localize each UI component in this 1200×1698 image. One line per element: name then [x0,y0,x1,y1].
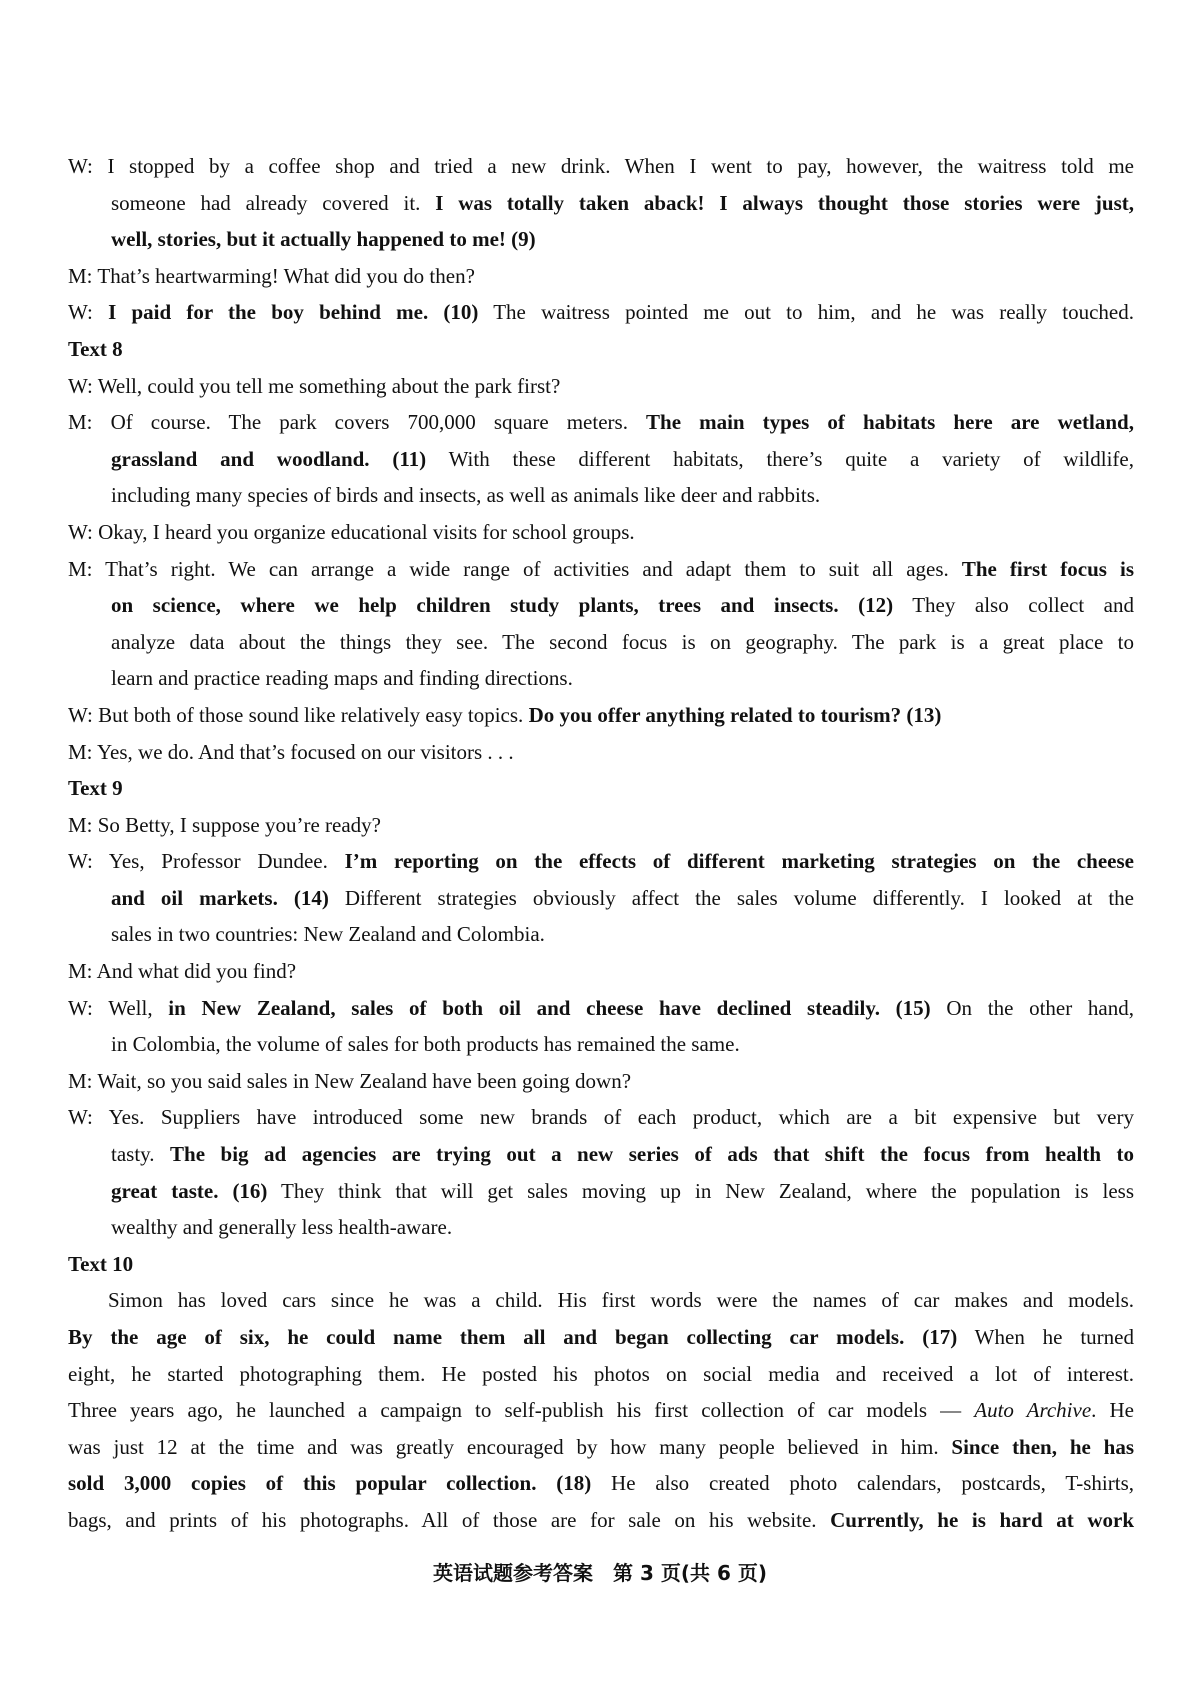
answer-highlight: great taste. (16) [111,1178,268,1203]
text-segment: someone had already covered it. [111,190,436,215]
answer-highlight: and oil markets. (14) [111,885,329,910]
text-segment: W: [68,300,109,325]
answer-highlight: The first focus is [961,556,1134,581]
text-line [68,807,1134,844]
text-line [68,624,1134,661]
text-segment: Three years ago, he launched a campaign to self-publish his first collection of car models — [68,1398,975,1423]
text-line [68,1429,1134,1466]
text-segment: learn and practice reading maps and finding directions. [111,666,573,691]
text-segment: W: Okay, I heard you organize educational visits for school groups. [68,519,635,544]
text-line [68,660,1134,697]
text-segment: M: Wait, so you said sales in New Zealand have been going down? [68,1068,632,1093]
answer-highlight: I was totally taken aback! I always thought those stories were just, [435,190,1134,215]
text-segment: With these different habitats, there’s quite a variety of wildlife, [426,446,1134,471]
answer-highlight: I’m reporting on the effects of different marketing strategies on the cheese [344,849,1135,874]
text-line [68,916,1134,953]
text-line [68,1136,1134,1173]
text-line [68,1282,1134,1319]
text-line [68,477,1134,514]
page-footer: 英语试题参考答案 第 3 页(共 6 页) [433,1561,767,1585]
answer-highlight: The main types of habitats here are wetland, [646,410,1134,435]
section-heading [68,1246,1134,1283]
text-segment: They also collect and [893,593,1134,618]
text-line [68,734,1134,771]
text-segment: M: Yes, we do. And that’s focused on our visitors . . . [68,739,514,764]
text-segment: When he turned [957,1325,1134,1349]
text-line [68,1392,1134,1429]
answer-highlight: well, stories, but it actually happened to me! (9) [111,227,536,252]
text-line [68,258,1134,295]
text-line [68,843,1134,880]
text-line [68,1099,1134,1136]
text-line [68,551,1134,588]
text-segment: Auto Archive [974,1398,1092,1423]
text-segment: On the other hand, [930,995,1134,1020]
text-segment: W: Well, [68,995,169,1020]
text-line [68,185,1134,222]
answer-highlight: By the age of six, he could name them all and began collecting car models. (17) [68,1325,958,1349]
answer-highlight: in New Zealand, sales of both oil and cheese have declined steadily. (15) [168,995,931,1020]
answer-highlight: Text 10 [68,1251,134,1276]
answer-highlight: Since then, he has [951,1434,1134,1459]
answer-highlight: Currently, he is hard at work [830,1507,1135,1532]
text-line [68,441,1134,478]
text-line [68,294,1134,331]
answer-highlight: The big ad agencies are trying out a new series of ads that shift the focus from health to [170,1142,1134,1167]
text-line [68,1465,1134,1502]
answer-highlight: grassland and woodland. (11) [111,446,427,471]
text-segment: was just 12 at the time and was greatly encouraged by how many people believed in him. [68,1434,952,1459]
text-segment: M: And what did you find? [68,959,297,984]
text-segment: including many species of birds and insects, as well as animals like deer and rabbits. [111,483,821,508]
text-segment: The waitress pointed me out to him, and he was really touched. [478,300,1134,325]
text-line [68,1356,1134,1393]
section-heading [68,331,1134,368]
text-line [68,1502,1134,1539]
answer-highlight: Text 8 [68,336,123,361]
text-segment: M: That’s heartwarming! What did you do then? [68,263,475,288]
text-segment: wealthy and generally less health-aware. [111,1215,453,1240]
text-line [68,953,1134,990]
text-segment: Different strategies obviously affect the sales volume differently. I looked at the [328,885,1134,910]
text-segment: W: Yes. Suppliers have introduced some new brands of each product, which are a bit expensive but very [68,1105,1134,1130]
text-segment: W: I stopped by a coffee shop and tried a new drink. When I went to pay, however, the waitress told me [68,154,1134,178]
answer-highlight: Text 9 [68,776,123,801]
text-segment: They think that will get sales moving up in New Zealand, where the population is less [267,1178,1134,1203]
text-segment: in Colombia, the volume of sales for both products has remained the same. [111,1032,740,1057]
answer-highlight: Do you offer anything related to tourism? (13) [528,702,942,727]
text-line [68,221,1134,258]
text-line [68,880,1134,917]
answer-highlight: I paid for the boy behind me. (10) [108,300,479,325]
text-segment: analyze data about the things they see. The second focus is on geography. The park is a great place to [111,629,1134,654]
text-line [68,1173,1134,1210]
text-line [68,1063,1134,1100]
text-line [68,697,1134,734]
text-line [68,990,1134,1027]
text-segment: bags, and prints of his photographs. All of those are for sale on his website. [68,1507,831,1532]
section-heading [68,770,1134,807]
text-line [68,148,1134,185]
transcript-body [68,148,1134,1539]
text-segment: Simon has loved cars since he was a child. His first words were the names of car makes and models. [108,1288,1134,1313]
text-line [68,514,1134,551]
text-line [68,368,1134,405]
text-segment: . He [1091,1398,1134,1423]
text-line [68,1319,1134,1356]
text-line [68,587,1134,624]
text-segment: He also created photo calendars, postcards, T-shirts, [591,1471,1134,1496]
answer-highlight: on science, where we help children study plants, trees and insects. (12) [111,593,894,618]
text-segment: sales in two countries: New Zealand and Colombia. [111,922,545,947]
text-segment: M: So Betty, I suppose you’re ready? [68,812,381,837]
text-segment: tasty. [111,1142,171,1167]
text-segment: W: Yes, Professor Dundee. [68,849,345,874]
text-segment: eight, he started photographing them. He posted his photos on social media and received a lot of interest. [68,1361,1134,1386]
text-line [68,404,1134,441]
text-segment: W: Well, could you tell me something about the park first? [68,373,561,398]
text-line [68,1209,1134,1246]
text-segment: W: But both of those sound like relatively easy topics. [68,702,529,727]
text-line [68,1026,1134,1063]
answer-highlight: sold 3,000 copies of this popular collection. (18) [68,1471,592,1496]
text-segment: M: That’s right. We can arrange a wide range of activities and adapt them to suit all ages. [68,556,962,581]
text-segment: M: Of course. The park covers 700,000 square meters. [68,410,647,435]
